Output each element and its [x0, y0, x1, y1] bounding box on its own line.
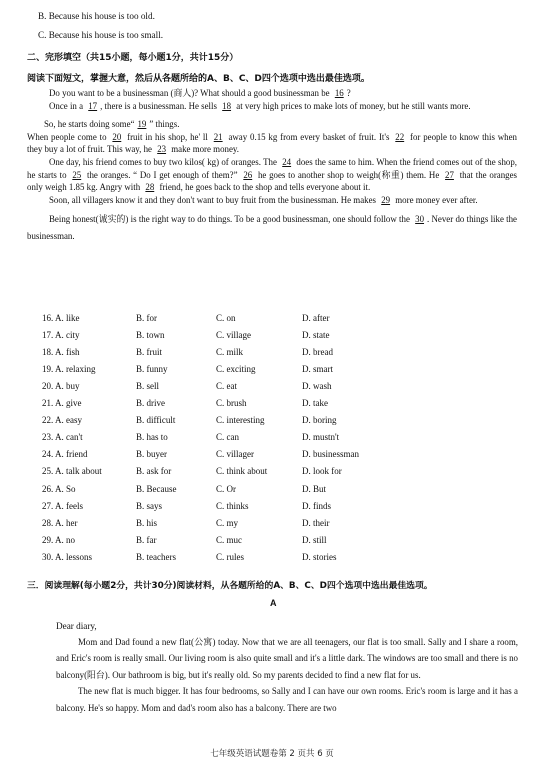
option-18-d: D. bread: [302, 347, 333, 358]
cloze-para-4: When people come to 20 fruit in his shop, he' ll 21 away 0.15 kg from every basket of fruit. It's 22 for people to know this when they buy a lot of fruit. This way, he 23 make more money.: [27, 131, 517, 155]
option-17-a: 17. A. city: [42, 330, 80, 341]
option-25-a: 25. A. talk about: [42, 466, 102, 477]
blank-28: 28: [145, 182, 155, 193]
option-17-c: C. village: [216, 330, 251, 341]
option-18-b: B. fruit: [136, 347, 162, 358]
option-19-a: 19. A. relaxing: [42, 364, 96, 375]
option-25-b: B. ask for: [136, 466, 172, 477]
prev-option-c: C. Because his house is too small.: [38, 30, 164, 40]
option-18-c: C. milk: [216, 347, 244, 358]
option-21-b: B. drive: [136, 398, 165, 409]
option-21-c: C. brush: [216, 398, 247, 409]
option-28-a: 28. A. her: [42, 517, 78, 528]
option-27-b: B. says: [136, 500, 163, 511]
reading-passage-a: [56, 634, 518, 716]
option-25-c: C. think about: [216, 466, 268, 477]
blank-27: 27: [445, 169, 454, 180]
blank-21: 21: [213, 131, 223, 142]
option-29-a: 29. A. no: [42, 534, 76, 545]
option-29-b: B. far: [136, 534, 157, 545]
option-16-c: C. on: [216, 313, 236, 323]
option-26-a: 26. A. So: [42, 483, 76, 494]
option-16-a: 16. A. like: [42, 313, 80, 323]
option-18-a: 18. A. fish: [42, 347, 80, 358]
option-19-d: D. smart: [302, 364, 333, 375]
option-27-a: 27. A. feels: [42, 500, 83, 511]
option-26-d: D. But: [302, 483, 327, 494]
cloze-para-1: Do you want to be a businessman (商人)? What should a good businessman be 16 ?: [49, 88, 351, 98]
blank-16: 16: [334, 88, 344, 98]
reading-para-1: Mom and Dad found a new flat(公寓) today. Now that we are all teenagers, our flat is too small. Sally and I share a room, and Eric's room is really small. Our living room is also quite small and it's a little dark. The windows are too small and there is no balcony(阳台). Our bathroom is big, but it's really old. So my parents decided to find a new flat for us.: [56, 637, 518, 680]
option-27-c: C. thinks: [216, 500, 249, 511]
blank-30: 30: [415, 214, 425, 225]
blank-19: 19: [137, 119, 147, 130]
blank-29: 29: [381, 194, 391, 205]
passage-label: A: [270, 598, 277, 608]
blank-25: 25: [72, 169, 82, 180]
diary-greeting: Dear diary,: [56, 621, 97, 631]
option-24-b: B. buyer: [136, 449, 167, 460]
option-30-a: 30. A. lessons: [42, 551, 93, 562]
section2-title: 二、完形填空（共15小题，每小题1分，共计15分）: [27, 53, 239, 63]
section2-instruction: 阅读下面短文，掌握大意，然后从各题所给的A、B、C、D四个选项中选出最佳选项。: [27, 74, 370, 84]
options-table: [0, 310, 544, 570]
option-23-a: 23. A. can't: [42, 432, 83, 443]
option-20-b: B. sell: [136, 381, 160, 392]
option-16-d: D. after: [302, 313, 330, 323]
option-29-c: C. muc: [216, 534, 242, 545]
option-30-c: C. rules: [216, 551, 244, 562]
option-23-b: B. has to: [136, 432, 168, 443]
option-17-b: B. town: [136, 330, 165, 341]
option-24-d: D. businessman: [302, 449, 359, 460]
option-21-d: D. take: [302, 398, 328, 409]
blank-18: 18: [222, 100, 232, 111]
cloze-para-2: Once in a 17 , there is a businessman. He sells 18 at very high prices to make lots of money, but he still wants more.: [49, 100, 471, 111]
option-24-a: 24. A. friend: [42, 449, 88, 460]
option-20-a: 20. A. buy: [42, 381, 80, 392]
option-26-b: B. Because: [136, 483, 177, 494]
prev-option-b: B. Because his house is too old.: [38, 11, 155, 21]
blank-20: 20: [112, 131, 122, 142]
option-17-d: D. state: [302, 330, 330, 341]
reading-para-2: The new flat is much bigger. It has four bedrooms, so Sally and I can have our own rooms. Eric's room is large and it has a balcony. He's so happy. Mom and dad's room also has a balcony. There are two: [56, 686, 518, 713]
blank-22: 22: [395, 131, 405, 142]
option-30-b: B. teachers: [136, 551, 176, 562]
cloze-passage: [27, 87, 517, 245]
cloze-para-6: Soon, all villagers know it and they don't want to buy fruit from the businessman. He makes 29 more money ever after.: [49, 194, 478, 205]
option-26-c: C. Or: [216, 483, 236, 494]
cloze-para-7: Being honest(诚实的) is the right way to do things. To be a good businessman, one should follow the 30 . Never do things like the businessman.: [27, 214, 517, 242]
blank-23: 23: [157, 144, 167, 155]
option-22-a: 22. A. easy: [42, 415, 82, 426]
option-22-b: B. difficult: [136, 415, 176, 426]
option-29-d: D. still: [302, 534, 327, 545]
option-28-c: C. my: [216, 517, 239, 528]
option-28-d: D. their: [302, 517, 330, 528]
option-22-d: D. boring: [302, 415, 337, 426]
option-16-b: B. for: [136, 313, 157, 323]
option-20-c: C. eat: [216, 381, 237, 392]
option-30-d: D. stories: [302, 551, 337, 562]
option-21-a: 21. A. give: [42, 398, 82, 409]
option-23-d: D. mustn't: [302, 432, 340, 443]
option-27-d: D. finds: [302, 500, 331, 511]
option-24-c: C. villager: [216, 449, 254, 460]
blank-26: 26: [243, 169, 253, 180]
option-23-c: C. can: [216, 432, 239, 443]
blank-17: 17: [88, 100, 98, 111]
option-19-c: C. exciting: [216, 364, 256, 375]
option-20-d: D. wash: [302, 381, 332, 392]
page-footer: 七年级英语试题卷第 2 页共 6 页: [210, 749, 334, 759]
blank-24: 24: [282, 156, 292, 167]
section3-title: 三．阅读理解(每小题2分，共计30分)阅读材料，从各题所给的A、B、C、D四个选项中选出最佳选项。: [27, 581, 433, 591]
cloze-para-5: One day, his friend comes to buy two kilos( kg) of oranges. The 24 does the same to him. When the friend comes out of the shop, he starts to 25 the oranges. “ Do I get enough of them?” 26 he goes to another shop to weigh(称重) them. He 27 that the oranges only weigh 1.85 kg. Angry with 28 friend, he goes back to the shop and tells everyone about it.: [27, 156, 517, 193]
option-22-c: C. interesting: [216, 415, 265, 426]
option-19-b: B. funny: [136, 364, 168, 375]
option-25-d: D. look for: [302, 466, 342, 477]
option-28-b: B. his: [136, 517, 158, 528]
cloze-para-3: So, he starts doing some“ 19 ” things.: [44, 119, 180, 130]
